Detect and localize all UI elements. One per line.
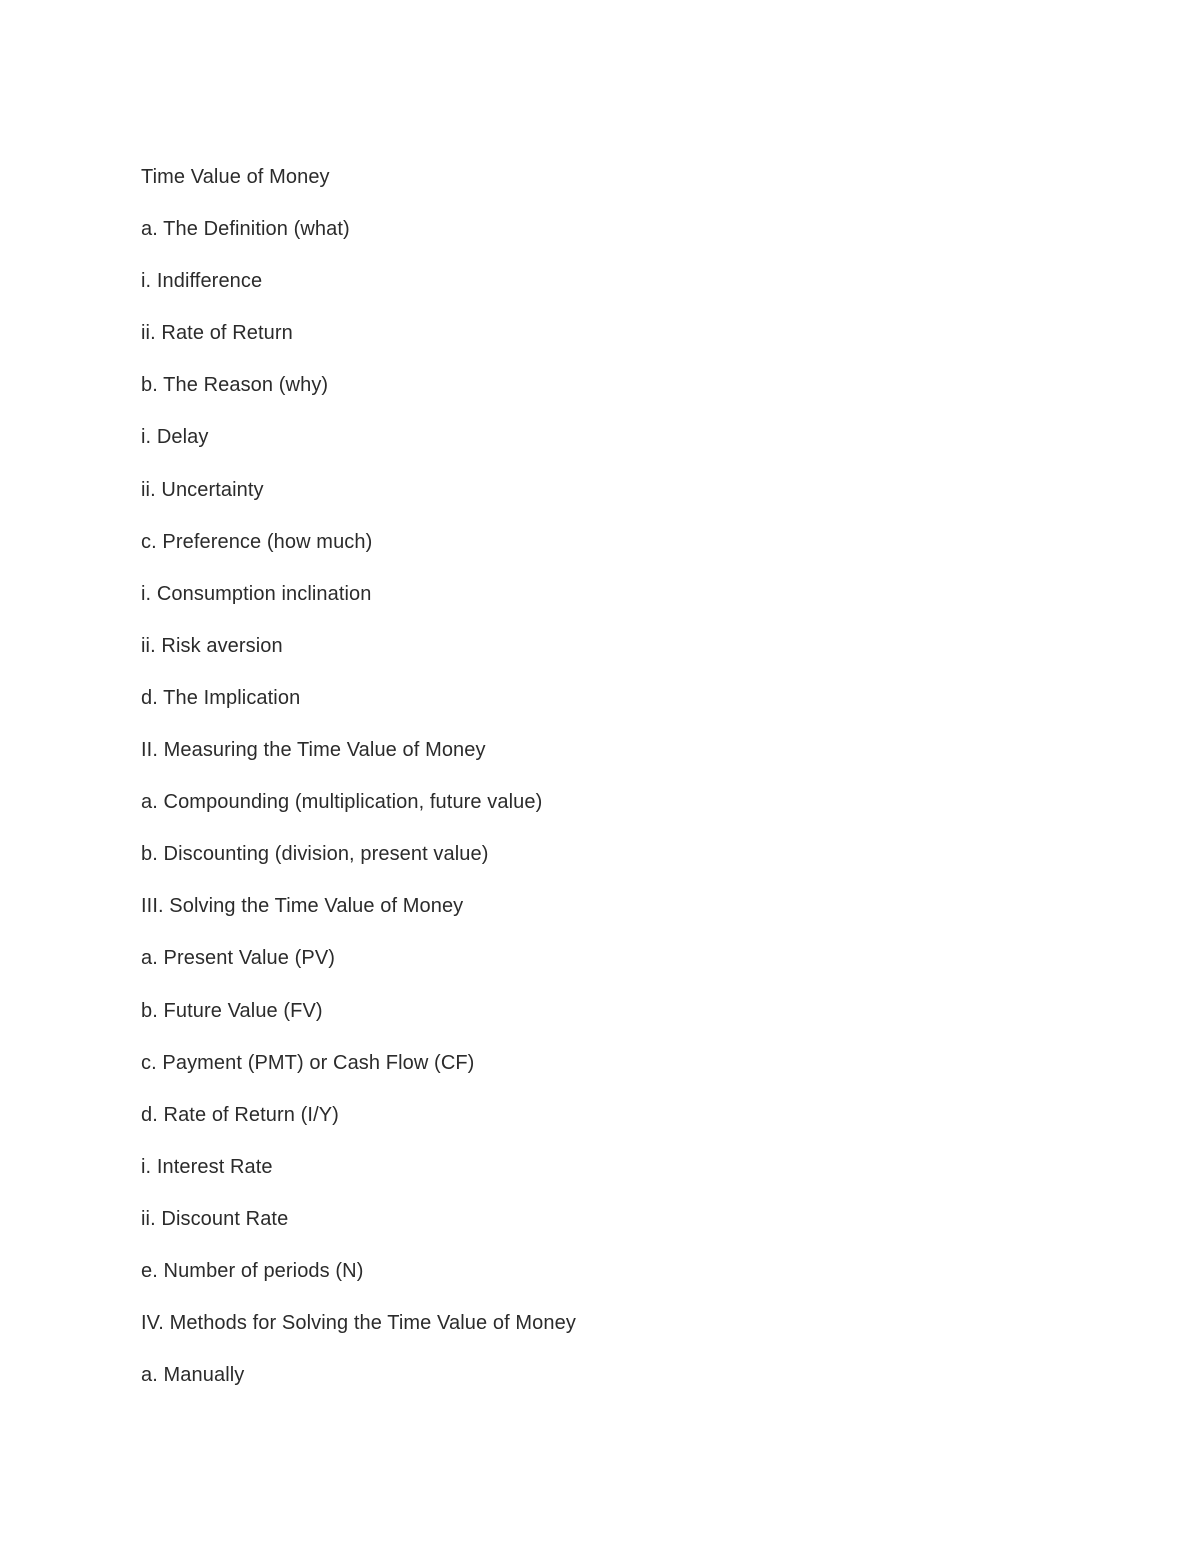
outline-item: e. Number of periods (N): [141, 1259, 364, 1282]
outline-item: b. Future Value (FV): [141, 999, 323, 1022]
outline-item: i. Consumption inclination: [141, 582, 372, 605]
section-heading: II. Measuring the Time Value of Money: [141, 739, 486, 762]
outline-item: c. Payment (PMT) or Cash Flow (CF): [141, 1051, 475, 1074]
outline-item: i. Interest Rate: [141, 1155, 273, 1178]
outline-item: b. The Reason (why): [141, 374, 329, 397]
outline-item: a. Manually: [141, 1364, 245, 1387]
outline-item: d. The Implication: [141, 686, 301, 709]
outline-list: [141, 163, 576, 1413]
outline-item: a. The Definition (what): [141, 218, 350, 241]
outline-item: a. Present Value (PV): [141, 947, 336, 970]
outline-item: i. Delay: [141, 426, 209, 449]
outline-item: i. Indifference: [141, 270, 263, 293]
outline-item: ii. Discount Rate: [141, 1207, 289, 1230]
outline-item: d. Rate of Return (I/Y): [141, 1103, 339, 1126]
outline-item: ii. Uncertainty: [141, 478, 264, 501]
outline-item: b. Discounting (division, present value): [141, 843, 489, 866]
outline-item: ii. Rate of Return: [141, 322, 293, 345]
outline-item: a. Compounding (multiplication, future value): [141, 791, 543, 814]
document-title: Time Value of Money: [141, 166, 330, 188]
outline-item: ii. Risk aversion: [141, 634, 283, 657]
section-heading: IV. Methods for Solving the Time Value of Money: [141, 1312, 576, 1335]
outline-item: c. Preference (how much): [141, 530, 373, 553]
section-heading: III. Solving the Time Value of Money: [141, 895, 464, 918]
